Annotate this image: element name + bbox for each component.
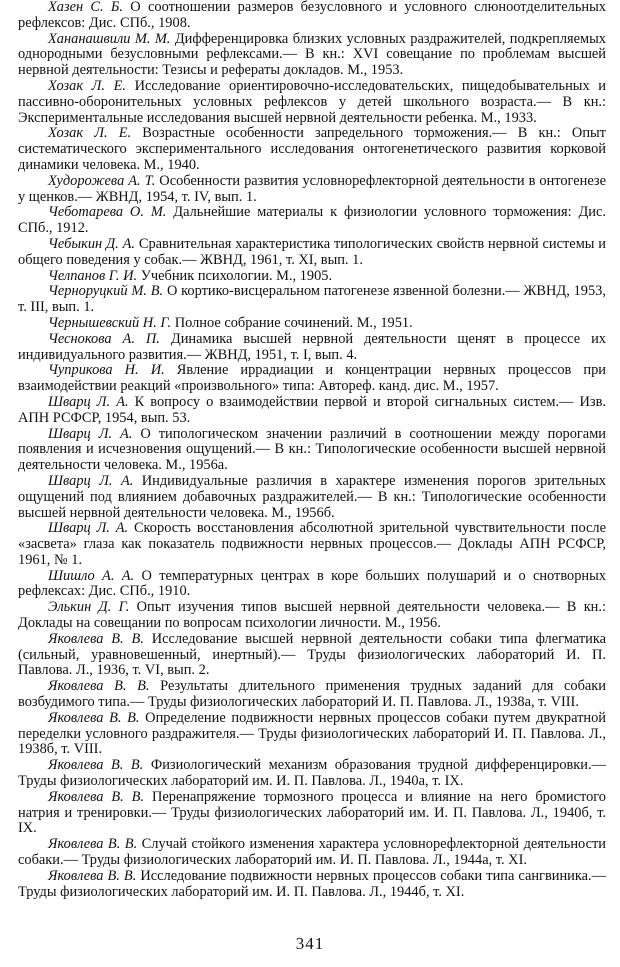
reference-author: Чебыкин Д. А. bbox=[48, 235, 135, 252]
reference-text: Особенности развития условнорефлекторной деятельности в онтогенезе у щенков.— ЖВНД, 1954, т. IV, вып. 1. bbox=[18, 172, 606, 205]
reference-author: Элькин Д. Г. bbox=[48, 599, 130, 616]
reference-text: Исследование подвижности нервных процессов собаки типа сангвиника.— Труды физиологических лабораторий им. И. П. Павлова. Л., 1944б, т. XI. bbox=[18, 867, 607, 900]
reference-text: Определение подвижности нервных процессов собаки путем двукратной переделки условного раздражителя.— Труды физиологических лабораторий И. П. Павлова. Л., 1938б, т. VIII. bbox=[18, 709, 606, 758]
reference-author: Шварц Л. А. bbox=[48, 393, 129, 410]
reference-entry bbox=[18, 284, 606, 316]
reference-author: Хазен С. Б. bbox=[48, 0, 123, 15]
reference-entry bbox=[18, 632, 606, 679]
page-number: 341 bbox=[295, 934, 325, 953]
reference-entry bbox=[18, 363, 606, 395]
reference-entry bbox=[18, 205, 606, 237]
reference-author: Хананашвили М. М. bbox=[48, 30, 171, 47]
reference-entry bbox=[18, 869, 606, 901]
reference-author: Хозак Л. Е. bbox=[48, 77, 126, 94]
reference-text: Дифференцировка близких условных раздражителей, подкрепляемых однородными безусловными рефлексами.— В кн.: XVI совещание по проблемам высшей нервной деятельности: Тезисы и рефераты докладов. М., 1953. bbox=[18, 30, 606, 79]
reference-text: Дальнейшие материалы к физиологии условного торможения: Дис. СПб., 1912. bbox=[18, 204, 606, 237]
reference-text: Случай стойкого изменения характера условнорефлекторной деятельности собаки.— Труды физиологических лабораторий им. И. П. Павлова. Л., 1944а, т. XI. bbox=[18, 836, 606, 869]
reference-author: Яковлева В. В. bbox=[48, 709, 140, 726]
reference-author: Чеботарева О. М. bbox=[48, 204, 167, 221]
reference-author: Яковлева В. В. bbox=[48, 757, 144, 774]
reference-author: Шишло А. А. bbox=[48, 567, 135, 584]
reference-entry bbox=[18, 332, 606, 364]
reference-entry bbox=[18, 237, 606, 269]
reference-text: К вопросу о взаимодействии первой и второй сигнальных систем.— Изв. АПН РСФСР, 1954, вып. 53. bbox=[18, 393, 606, 426]
reference-text: Исследование ориентировочно-исследовательских, пищедобывательных и пассивно-оборонительных условных рефлексов у детей школьного возраста.— В кн.: Экспериментальные исследования высшей нервной деятельности ребенка. М., 1933. bbox=[18, 77, 606, 126]
reference-author: Яковлева В. В. bbox=[48, 836, 138, 853]
reference-text: Полное собрание сочинений. М., 1951. bbox=[174, 314, 413, 331]
reference-author: Яковлева В. В. bbox=[48, 678, 150, 695]
reference-entry bbox=[18, 0, 606, 32]
reference-text: Возрастные особенности запредельного торможения.— В кн.: Опыт систематического экспериментального исследования онтогенетического развития корковой динамики человека. М., 1940. bbox=[18, 125, 606, 173]
reference-entry bbox=[18, 521, 606, 568]
reference-author: Худорожева А. Т. bbox=[48, 172, 156, 189]
reference-text: Скорость восстановления абсолютной зрительной чувствительности после «засвета» глаза как показатель подвижности нервных процессов.— Доклады АПН РСФСР, 1961, № 1. bbox=[18, 520, 606, 568]
reference-entry bbox=[18, 395, 606, 427]
reference-text: Исследование высшей нервной деятельности собаки типа флегматика (сильный, уравновешенный, инертный).— Труды физиологических лабораторий И. П. Павлова. Л., 1936, т. VI, вып. 2. bbox=[18, 630, 606, 679]
reference-entry bbox=[18, 32, 606, 79]
reference-entry bbox=[18, 126, 606, 173]
reference-author: Шварц Л. А. bbox=[48, 520, 129, 537]
reference-author: Шварц Л. А. bbox=[48, 425, 133, 442]
reference-text: О соотношении размеров безусловного и условного слюноотделительных рефлексов: Дис. СПб., 1908. bbox=[18, 0, 606, 31]
reference-author: Чеснокова А. П. bbox=[48, 330, 160, 347]
reference-author: Черноруцкий М. В. bbox=[48, 283, 164, 300]
reference-entry bbox=[18, 790, 606, 837]
reference-author: Шварц Л. А. bbox=[48, 472, 134, 489]
reference-text: Перенапряжение тормозного процесса и влияние на него бромистого натрия и тренировки.— Труды физиологических лабораторий им. И. П. Павлова. Л., 1940б, т. IX. bbox=[18, 788, 606, 837]
reference-entry bbox=[18, 79, 606, 126]
reference-entry bbox=[18, 474, 606, 521]
reference-text: О типологическом значении различий в соотношении между порогами появления и исчезновения ощущений.— В кн.: Типологические особенности высшей нервной деятельности человека. М., 1956а. bbox=[18, 425, 607, 474]
reference-entry bbox=[18, 569, 606, 601]
reference-entry bbox=[18, 427, 606, 474]
reference-text: Явление иррадиации и концентрации нервных процессов при взаимодействии реакций «произвольного» типа: Автореф. канд. дис. М., 1957. bbox=[18, 362, 606, 395]
reference-entry bbox=[18, 711, 606, 758]
reference-entry bbox=[18, 837, 606, 869]
reference-author: Чернышевский Н. Г. bbox=[48, 314, 172, 331]
reference-text: О кортико-висцеральном патогенезе язвенной болезни.— ЖВНД, 1953, т. III, вып. 1. bbox=[18, 283, 606, 316]
reference-author: Челпанов Г. И. bbox=[48, 267, 138, 284]
reference-list bbox=[18, 0, 606, 900]
reference-author: Яковлева В. В. bbox=[48, 630, 144, 647]
reference-entry bbox=[18, 679, 606, 711]
reference-text: Индивидуальные различия в характере изменения порогов зрительных ощущений под влиянием добавочных раздражителей.— В кн.: Типологические особенности высшей нервной деятельности человека. М., 1956б. bbox=[18, 472, 606, 521]
reference-author: Яковлева В. В. bbox=[48, 788, 145, 805]
reference-text: Учебник психологии. М., 1905. bbox=[140, 267, 333, 284]
reference-text: Динамика высшей нервной деятельности щенят в процессе их индивидуального развития.— ЖВНД, 1951, т. I, вып. 4. bbox=[18, 330, 606, 363]
reference-entry bbox=[18, 269, 606, 285]
reference-author: Чуприкова Н. И. bbox=[48, 362, 165, 379]
reference-text: Опыт изучения типов высшей нервной деятельности человека.— В кн.: Доклады на совещании по вопросам психологии личности. М., 1956. bbox=[18, 599, 606, 632]
reference-author: Хозак Л. Е. bbox=[48, 125, 132, 142]
reference-entry bbox=[18, 316, 606, 332]
reference-text: О температурных центрах в коре больших полушарий и о снотворных рефлексах: Дис. СПб., 1910. bbox=[18, 567, 607, 600]
reference-author: Яковлева В. В. bbox=[48, 867, 137, 884]
reference-text: Результаты длительного применения трудных заданий для собаки возбудимого типа.— Труды физиологических лабораторий И. П. Павлова. Л., 1938а, т. VIII. bbox=[18, 678, 606, 711]
reference-text: Физиологический механизм образования трудной дифференцировки.— Труды физиологических лабораторий им. И. П. Павлова. Л., 1940а, т. IX. bbox=[18, 757, 606, 790]
reference-entry bbox=[18, 600, 606, 632]
reference-entry bbox=[18, 758, 606, 790]
reference-entry bbox=[18, 174, 606, 206]
reference-text: Сравнительная характеристика типологических свойств нервной системы и общего поведения у собак.— ЖВНД, 1961, т. XI, вып. 1. bbox=[18, 235, 607, 268]
